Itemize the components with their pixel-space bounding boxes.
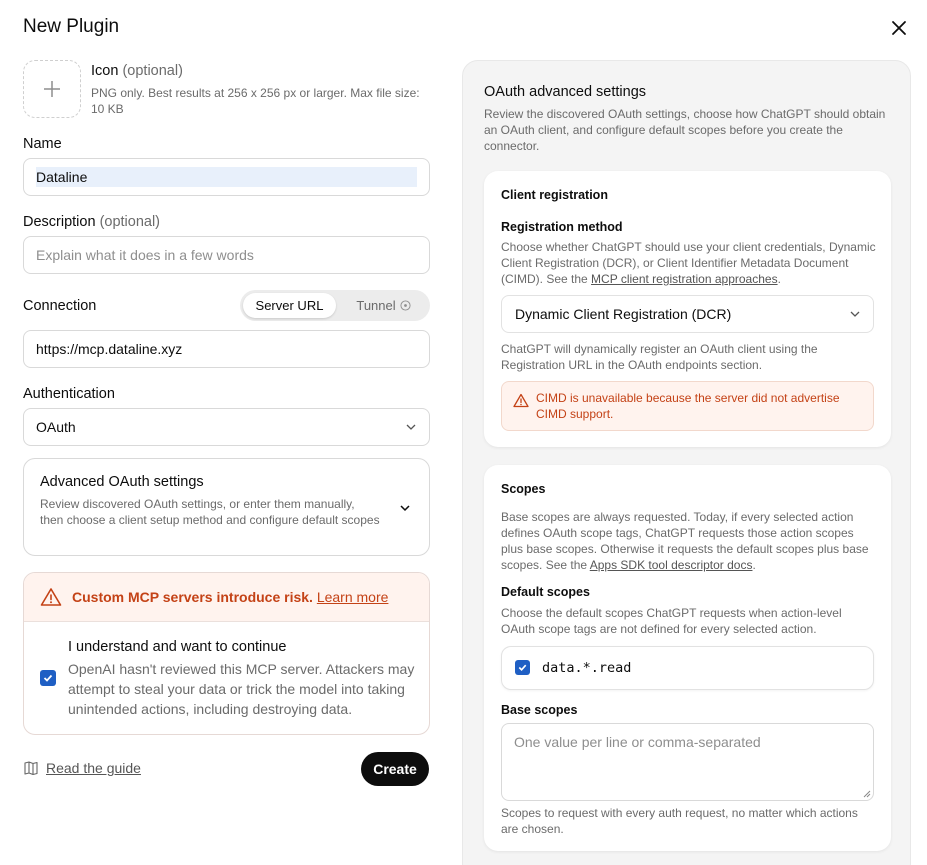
info-icon [400, 300, 411, 311]
registration-help-suffix: . [777, 272, 781, 286]
connection-url-value: https://mcp.dataline.xyz [36, 341, 183, 357]
learn-more-link[interactable]: Learn more [316, 589, 389, 605]
resize-handle-icon[interactable] [863, 790, 871, 798]
icon-optional: (optional) [122, 63, 183, 79]
authentication-select[interactable] [23, 408, 430, 446]
chevron-down-icon [405, 421, 417, 433]
authentication-label: Authentication [23, 386, 115, 402]
understand-checkbox[interactable] [40, 670, 56, 686]
registration-method-help [501, 239, 876, 287]
default-scopes-label: Default scopes [501, 585, 590, 599]
description-placeholder: Explain what it does in a few words [36, 247, 254, 263]
oauth-panel-description: Review the discovered OAuth settings, choose how ChatGPT should obtain an OAuth client, and configure default scopes before you create the connector. [484, 107, 886, 153]
description-input[interactable] [23, 236, 430, 274]
risk-banner [24, 573, 429, 622]
chevron-down-icon [399, 502, 411, 514]
default-scope-checkbox[interactable] [515, 660, 530, 675]
apps-sdk-docs-link[interactable]: Apps SDK tool descriptor docs [589, 558, 753, 572]
create-button[interactable]: Create [361, 752, 429, 786]
scopes-help-text: Base scopes are always requested. Today, if every selected action defines OAuth scope tags, ChatGPT requests those action scopes plus base scopes. Otherwise it requests the default scopes plus base scopes. See the [501, 510, 869, 572]
description-label [23, 214, 160, 230]
oauth-panel-title: OAuth advanced settings [484, 84, 647, 100]
icon-help: PNG only. Best results at 256 x 256 px or larger. Max file size: 10 KB [91, 86, 420, 116]
scopes-title: Scopes [501, 482, 546, 496]
icon-title-text: Icon [91, 63, 119, 79]
scopes-help [501, 509, 876, 573]
name-input[interactable] [23, 158, 430, 196]
client-registration-card [484, 171, 891, 447]
authentication-value: OAuth [36, 419, 76, 435]
understand-title: I understand and want to continue [68, 639, 287, 655]
advanced-oauth-toggle[interactable] [23, 458, 430, 556]
risk-text [72, 589, 388, 605]
registration-method-label: Registration method [501, 220, 623, 234]
default-scopes-help: Choose the default scopes ChatGPT requests when action-level OAuth scope tags are not defined for every selected action. [501, 606, 842, 636]
advanced-oauth-description: Review discovered OAuth settings, or enter them manually, then choose a client setup method and configure default scopes [40, 497, 380, 527]
base-scopes-placeholder: One value per line or comma-separated [514, 734, 761, 750]
connection-toggle [240, 290, 430, 321]
checkmark-icon [517, 662, 528, 673]
warning-icon [40, 587, 62, 607]
dialog-title: New Plugin [23, 16, 120, 37]
scopes-help-suffix: . [752, 558, 756, 572]
tunnel-label: Tunnel [356, 298, 396, 313]
name-value: Dataline [36, 167, 417, 187]
connection-label: Connection [23, 298, 97, 314]
scopes-card [484, 465, 891, 851]
chevron-down-icon [849, 308, 861, 320]
icon-upload-button[interactable] [23, 60, 81, 118]
default-scope-value: data.*.read [542, 660, 632, 676]
cimd-warning [501, 381, 874, 431]
close-icon[interactable] [889, 18, 909, 38]
base-scopes-help: Scopes to request with every auth request, no matter which actions are chosen. [501, 806, 858, 836]
book-icon [23, 760, 39, 776]
risk-warning-text: Custom MCP servers introduce risk. [72, 589, 313, 605]
base-scopes-label: Base scopes [501, 703, 578, 717]
registration-method-note: ChatGPT will dynamically register an OAuth client using the Registration URL in the OAuth endpoints section. [501, 342, 818, 372]
client-registration-title: Client registration [501, 188, 608, 202]
read-guide-text: Read the guide [46, 760, 141, 776]
registration-method-select[interactable] [501, 295, 874, 333]
understand-text: OpenAI hasn't reviewed this MCP server. Attackers may attempt to steal your data or trick the model into taking unintended actions, including destroying data. [68, 661, 415, 717]
name-label: Name [23, 136, 62, 152]
checkmark-icon [42, 672, 54, 684]
cimd-warning-text: CIMD is unavailable because the server did not advertise CIMD support. [536, 391, 840, 421]
base-scopes-textarea[interactable] [501, 723, 874, 801]
plus-icon [42, 79, 62, 99]
read-guide-link[interactable] [23, 760, 141, 776]
warning-icon [513, 393, 529, 408]
advanced-oauth-title: Advanced OAuth settings [40, 474, 204, 490]
registration-help-text: Choose whether ChatGPT should use your client credentials, Dynamic Client Registration (DCR), or Client Identifier Metadata Document (CIMD). See the [501, 240, 876, 286]
description-label-text: Description [23, 214, 96, 230]
oauth-advanced-panel [462, 60, 911, 865]
connection-url-input[interactable] [23, 330, 430, 368]
description-optional: (optional) [99, 214, 161, 230]
mcp-registration-link[interactable]: MCP client registration approaches [591, 272, 778, 286]
tunnel-tab[interactable] [340, 293, 427, 318]
registration-method-value: Dynamic Client Registration (DCR) [515, 306, 732, 322]
icon-title [91, 63, 183, 79]
server-url-tab[interactable]: Server URL [243, 293, 336, 318]
default-scope-item[interactable] [501, 646, 874, 690]
risk-warning-box [23, 572, 430, 735]
